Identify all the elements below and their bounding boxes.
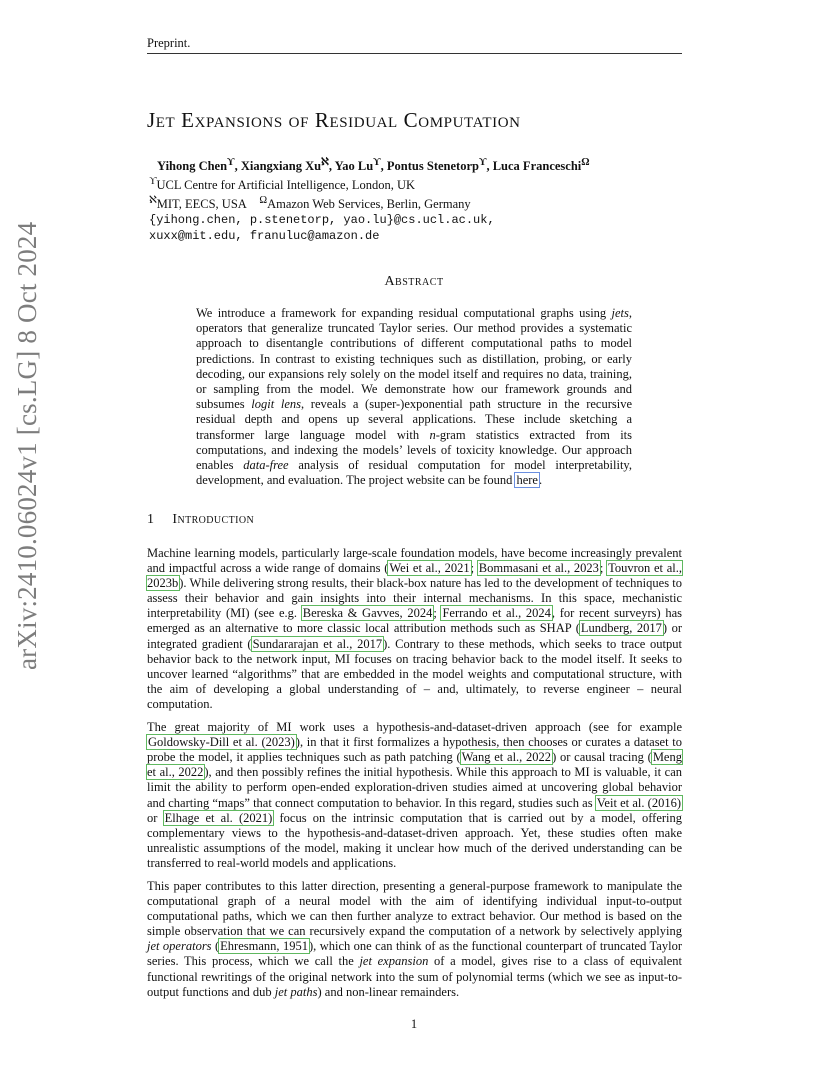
intro-paragraph-3: This paper contributes to this latter direction, presenting a general-purpose framework to manipulate the computational graph of a neural model with the aim of identifying individual input-to-output computational paths, which we can then further analyze to extract behavior. Our method is based on the simple observation that we can recursively expand the computation of a network by selectively applying jet operators (Ehresmann, 1951), which one can think of as the functional counterpart of truncated Taylor series. This process, which we call the jet expansion of a model, gives rise to a class of equivalent functional rewritings of the original network into the sum of polynomial terms (which we see as input-to-output functions and dub jet paths) and non-linear remainders. [147, 878, 683, 999]
paper-title: Jet Expansions of Residual Computation [147, 108, 521, 132]
section-heading-introduction: 1 Introduction [147, 512, 255, 527]
emails-line-1: {yihong.chen, p.stenetorp, yao.lu}@cs.ucl.ac.uk, [149, 213, 495, 228]
citation-link[interactable]: Veit et al. (2016) [596, 795, 681, 810]
running-header: Preprint. [147, 36, 682, 54]
intro-paragraph-2: The great majority of MI work uses a hypothesis-and-dataset-driven approach (see for example Goldowsky-Dill et al. (2023)), in that it first formalizes a hypothesis, then chooses or curates a dataset to probe the model, it applies techniques such as path patching (Wang et al., 2022) or causal tracing (Meng et al., 2022), and then possibly refines the initial hypothesis. While this approach to MI is valuable, it can limit the ability to perform open-ended exploration-driven studies aimed at uncovering global behavior and charting “maps” that connect computation to behavior. In this regard, studies such as Veit et al. (2016) or Elhage et al. (2021) focus on the intrinsic computation that is carried out by a model, offering complementary views to the hypothesis-and-dataset-driven approach. Yet, these studies often make unrealistic assumptions of the model, making it unclear how much of the derived understanding can be transferred to real-world models and applications. [147, 720, 683, 870]
citation-link[interactable]: Bommasani et al., 2023 [478, 561, 599, 576]
project-website-link[interactable]: here [516, 473, 538, 488]
citation-link[interactable]: Ferrando et al., 2024 [442, 606, 551, 621]
author-names: Yihong Chen$^ϒ$, Xiangxiang $Xu^ℵ$, Yao $Lu^ϒ$, Pontus Stenetorp$^ϒ$, Luca Franceschi$^\Omega$ [157, 157, 590, 174]
intro-paragraph-1: Machine learning models, particularly large-scale foundation models, have become increasingly prevalent and impactful across a wide range of domains (Wei et al., 2021; Bommasani et al., 2023; Touvron et al., 2023b). While delivering strong results, their black-box nature has led to the development of techniques to assess their behavior and gain insights into their internal mechanisms. In this space, mechanistic interpretability (MI) (see e.g. Bereska & Gavves, 2024; Ferrando et al., 2024, for recent surveyrs) has emerged as an alternative to more classic local attribution methods such as SHAP (Lundberg, 2017) or integrated gradient (Sundararajan et al., 2017). Contrary to these methods, which seeks to trace output behavior back to the network input, MI focuses on tracing behavior back to the model itself. It seeks to uncover learned “algorithms” that are embedded in the model weights and computational structure, with the aim of developing a global understanding of – and, ultimately, to reverse engineer – neural computation. [147, 546, 683, 711]
affiliation-mit-amazon: $^ℵ$MIT, EECS, USA $^\Omega$Amazon Web Services, Berlin, Germany [149, 195, 471, 212]
abstract-heading: Abstract [384, 274, 444, 289]
citation-link[interactable]: Touvron et al., 2023b [147, 561, 682, 591]
citation-link[interactable]: Meng et al., 2022 [147, 750, 682, 780]
citation-link[interactable]: Goldowsky-Dill et al. (2023) [148, 735, 295, 750]
citation-link[interactable]: Wei et al., 2021 [389, 561, 470, 576]
citation-link[interactable]: Sundararajan et al., 2017 [252, 636, 383, 651]
citation-link[interactable]: Elhage et al. (2021) [164, 810, 273, 825]
abstract-body: We introduce a framework for expanding residual computational graphs using jets, operators that generalize truncated Taylor series. Our method provides a systematic approach to disentangle contributions of different computational paths to model predictions. In contrast to existing techniques such as distillation, probing, or early decoding, our expansions rely solely on the model itself and requires no data, training, or sampling from the model. We demonstrate how our framework grounds and subsumes logit lens, reveals a (super-)exponential path structure in the recursive residual depth and opens up several applications. These include sketching a transformer large language model with n-gram statistics extracted from its computations, and indexing the models’ levels of toxicity knowledge. Our approach enables data-free analysis of residual computation for model interpretability, development, and evaluation. The project website can be found here. [196, 306, 633, 488]
page-number: 1 [410, 1017, 418, 1031]
citation-link[interactable]: Bereska & Gavves, 2024 [302, 606, 433, 621]
introduction-body [147, 546, 682, 1008]
emails-line-2: xuxx@mit.edu, franuluc@amazon.de [149, 229, 380, 244]
author-block [149, 155, 697, 244]
citation-link[interactable]: Wang et al., 2022 [461, 750, 552, 765]
affiliation-ucl: $^ϒ$UCL Centre for Artificial Intelligence, London, UK [149, 176, 416, 193]
citation-link[interactable]: Ehresmann, 1951 [220, 939, 308, 954]
citation-link[interactable]: Lundberg, 2017 [580, 621, 662, 636]
arxiv-stamp: arXiv:2410.06024v1 [cs.LG] 8 Oct 2024 [12, 221, 42, 670]
